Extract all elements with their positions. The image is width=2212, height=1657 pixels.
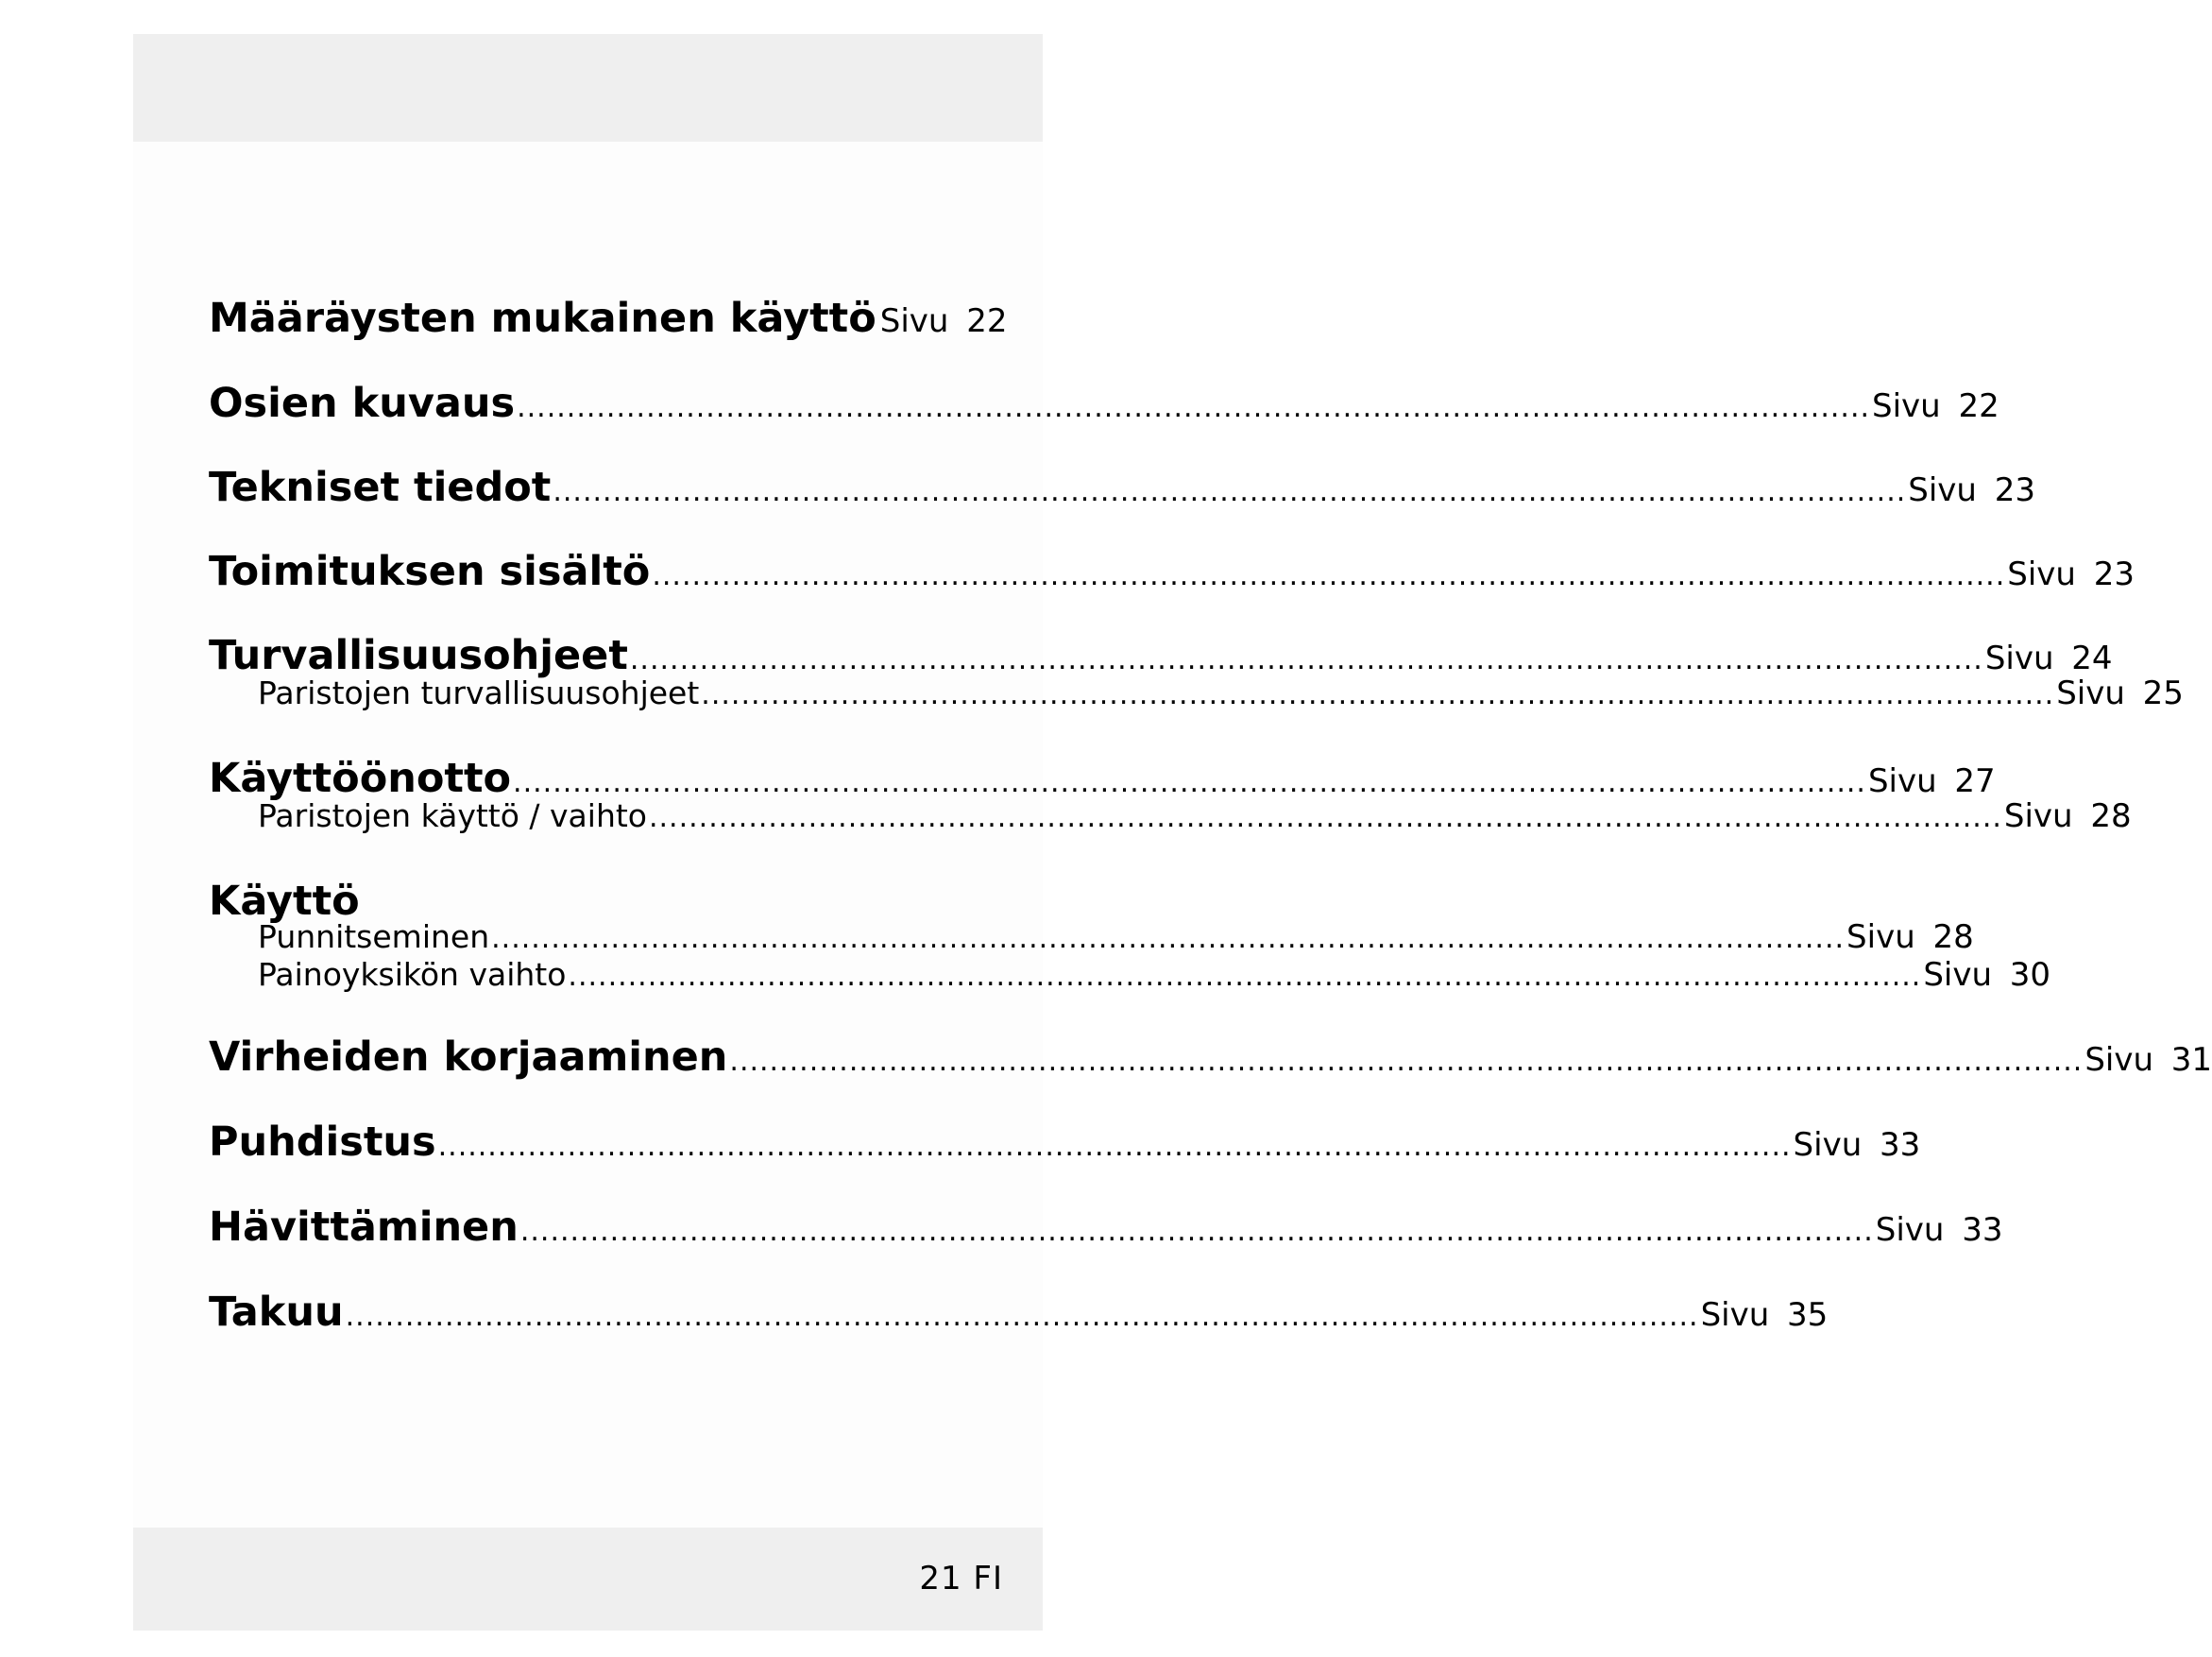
page-reference: Sivu 23 [2007,555,2135,593]
toc-entry-title: Turvallisuusohjeet [209,632,628,679]
leader-dots [649,801,2002,834]
toc-entry-title: Virheiden korjaaminen [209,1033,728,1081]
leader-dots [491,922,1845,955]
leader-dots [346,1300,1699,1333]
toc-subentry-title: Paristojen turvallisuusohjeet [258,675,700,711]
toc-subentry-title: Punnitseminen [258,918,490,955]
page-reference: Sivu 22 [1872,387,1999,425]
toc-entry[interactable] [209,464,2035,511]
toc-entry-title: Takuu [209,1289,344,1336]
header-band [133,34,1043,142]
leader-dots [568,960,1921,993]
page-reference: Sivu 23 [1908,471,2035,509]
toc-entry-title: Puhdistus [209,1119,436,1166]
toc-entry-title: Osien kuvaus [209,380,516,427]
toc-entry-title: Tekniset tiedot [209,464,552,511]
toc-entry[interactable] [209,1289,1829,1336]
page-reference: Sivu 28 [1846,918,1974,956]
toc-entry[interactable] [209,295,1008,342]
leader-dots [630,643,1983,676]
footer-band [133,1528,1043,1631]
leader-dots [729,1045,2083,1078]
toc-entry[interactable] [209,1119,1921,1166]
toc-entry-title: Hävittäminen [209,1204,519,1251]
toc-entry[interactable] [209,1204,2003,1251]
toc-entry[interactable] [209,1033,2212,1081]
toc-entry[interactable] [209,548,2135,595]
toc-subentry[interactable] [209,797,2132,835]
page-reference: Sivu 24 [1984,640,2113,677]
leader-dots [513,766,1866,799]
page-reference: Sivu 30 [1923,956,2051,994]
leader-dots [517,391,1870,424]
toc-entry-title: Toimituksen sisältö [209,548,651,595]
page-number: 21 FI [919,1560,1003,1597]
page-reference: Sivu 27 [1867,762,1996,800]
page-reference: Sivu 22 [879,302,1008,340]
toc-entry-title: Käyttö [209,878,360,925]
leader-dots [520,1215,1874,1248]
toc-entry-title: Käyttöönotto [209,755,512,802]
page-reference: Sivu 33 [1875,1211,2003,1249]
toc-entry[interactable] [209,755,1996,802]
toc-entry[interactable] [209,380,1999,427]
toc-subentry[interactable] [209,918,1974,956]
toc-entry[interactable] [209,632,2113,679]
toc-subentry-title: Paristojen käyttö / vaihto [258,797,647,834]
toc-subentry[interactable] [209,675,2184,712]
page-reference: Sivu 33 [1793,1126,1921,1164]
page-reference: Sivu 25 [2056,675,2184,712]
page-reference: Sivu 35 [1700,1296,1829,1334]
page-reference: Sivu 28 [2003,797,2132,835]
toc-subentry-title: Painoyksikön vaihto [258,956,567,993]
toc-subentry[interactable] [209,956,2051,994]
leader-dots [652,559,2005,592]
leader-dots [701,678,2054,711]
page-reference: Sivu 31 [2084,1041,2212,1079]
toc-entry-title: Määräysten mukainen käyttö [209,295,876,342]
leader-dots [438,1130,1792,1163]
leader-dots [553,475,1906,508]
